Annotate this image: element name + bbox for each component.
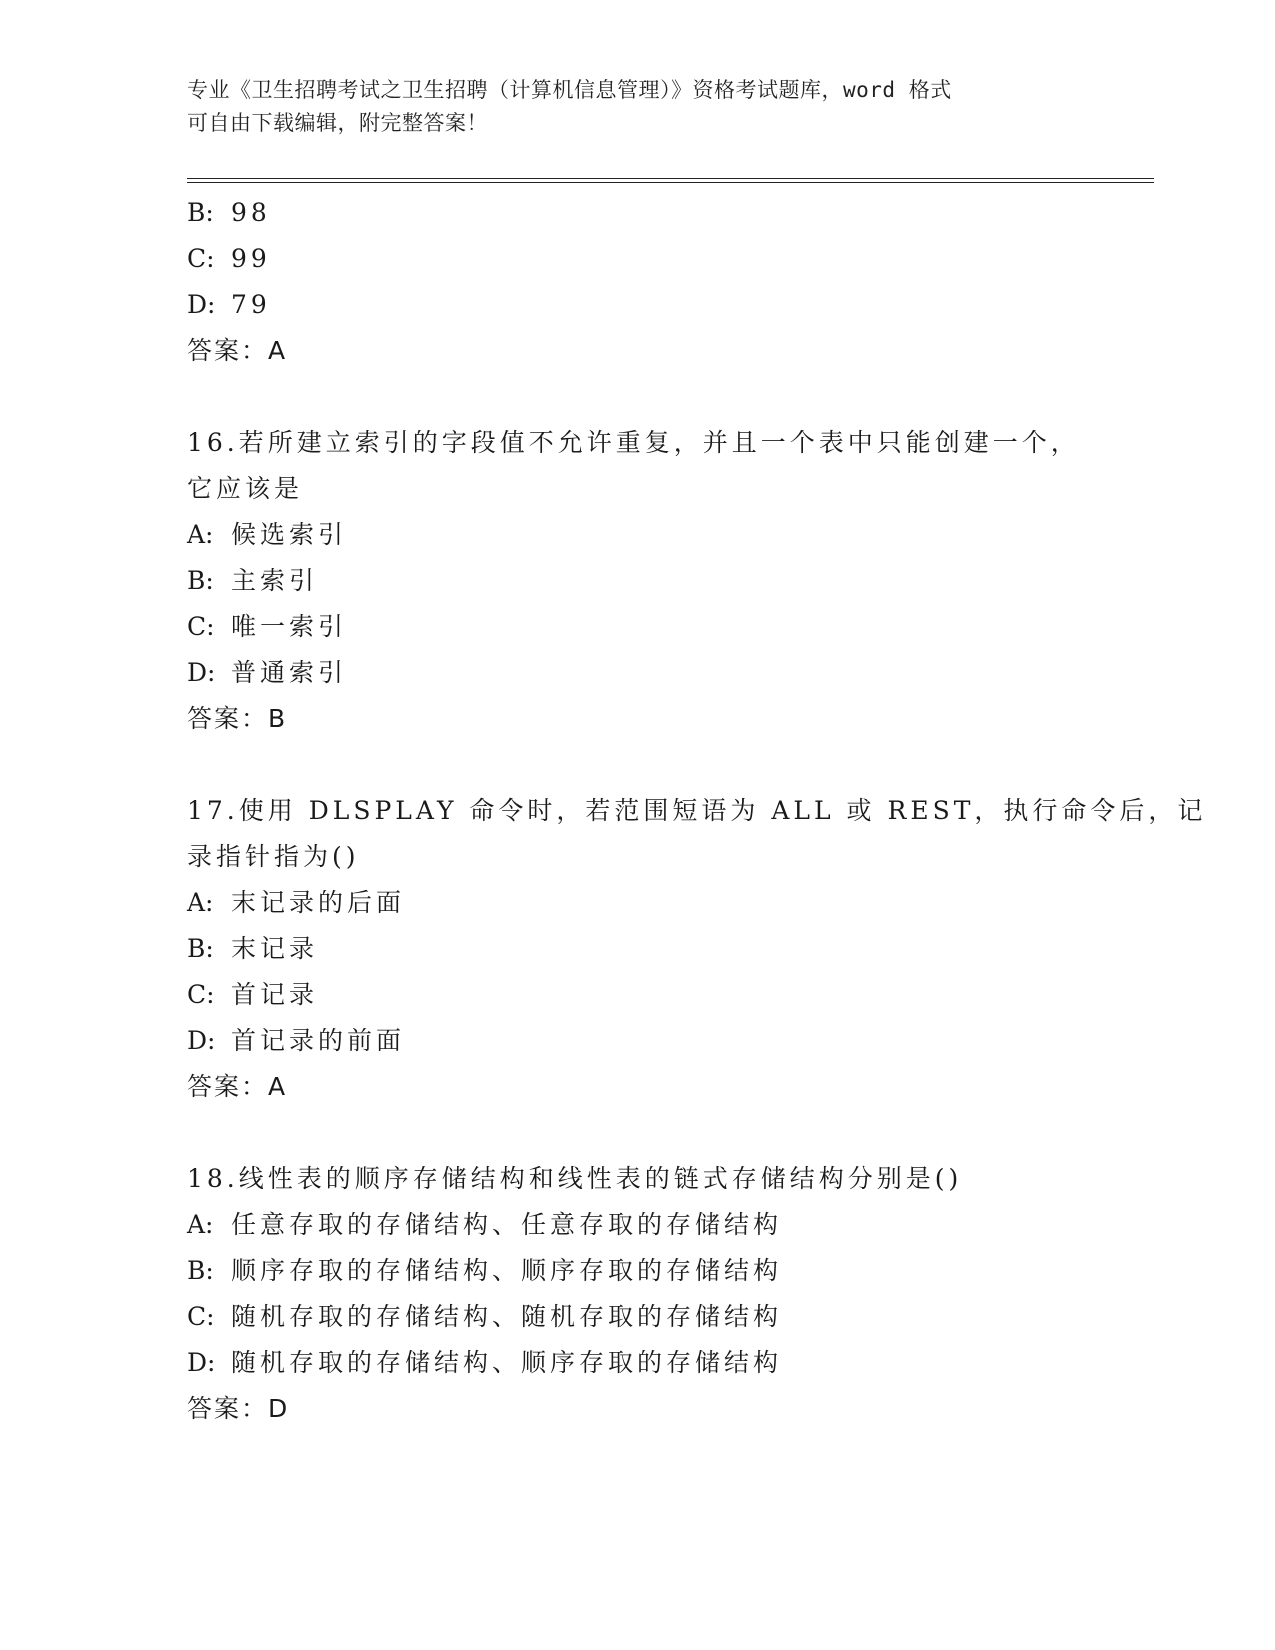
option-c: C: 首记录 <box>187 980 319 1009</box>
option-d: D: 普通索引 <box>187 658 348 687</box>
answer-line: 答案：D <box>187 1394 290 1423</box>
header-line-1: 专业《卫生招聘考试之卫生招聘（计算机信息管理）》资格考试题库，word 格式 <box>187 78 952 102</box>
question-17 <box>187 788 1207 1110</box>
option-b: B: 主索引 <box>187 566 319 595</box>
option-c: C: 99 <box>187 244 271 273</box>
question-stem: 17.使用 DLSPLAY 命令时，若范围短语为 ALL 或 REST，执行命令后，记 <box>187 796 1207 825</box>
option-a: A: 任意存取的存储结构、任意存取的存储结构 <box>187 1210 783 1239</box>
question-content <box>187 190 1207 1432</box>
header-rule-bottom <box>187 182 1154 183</box>
question-stem: 16.若所建立索引的字段值不允许重复，并且一个表中只能创建一个， <box>187 428 1080 457</box>
spacer <box>187 1110 1087 1156</box>
option-d: D: 首记录的前面 <box>187 1026 406 1055</box>
question-16 <box>187 420 1087 742</box>
question-stem: 18.线性表的顺序存储结构和线性表的链式存储结构分别是() <box>187 1164 963 1193</box>
prev-question <box>187 190 1087 374</box>
question-18 <box>187 1156 1087 1432</box>
question-stem: 录指针指为() <box>187 842 360 871</box>
option-d: D: 79 <box>187 290 271 319</box>
option-a: A: 末记录的后面 <box>187 888 406 917</box>
spacer <box>187 742 1087 788</box>
question-stem: 它应该是 <box>187 474 304 503</box>
header-rule-top <box>187 178 1154 179</box>
spacer <box>187 374 1087 420</box>
document-header <box>187 74 1087 140</box>
option-b: B: 顺序存取的存储结构、顺序存取的存储结构 <box>187 1256 783 1285</box>
option-c: C: 随机存取的存储结构、随机存取的存储结构 <box>187 1302 783 1331</box>
option-d: D: 随机存取的存储结构、顺序存取的存储结构 <box>187 1348 783 1377</box>
option-a: A: 候选索引 <box>187 520 348 549</box>
option-b: B: 末记录 <box>187 934 319 963</box>
option-c: C: 唯一索引 <box>187 612 348 641</box>
answer-line: 答案：A <box>187 1072 288 1101</box>
header-line-2: 可自由下载编辑，附完整答案！ <box>187 111 488 135</box>
answer-line: 答案：A <box>187 336 288 365</box>
option-b: B: 98 <box>187 198 271 227</box>
answer-line: 答案：B <box>187 704 288 733</box>
